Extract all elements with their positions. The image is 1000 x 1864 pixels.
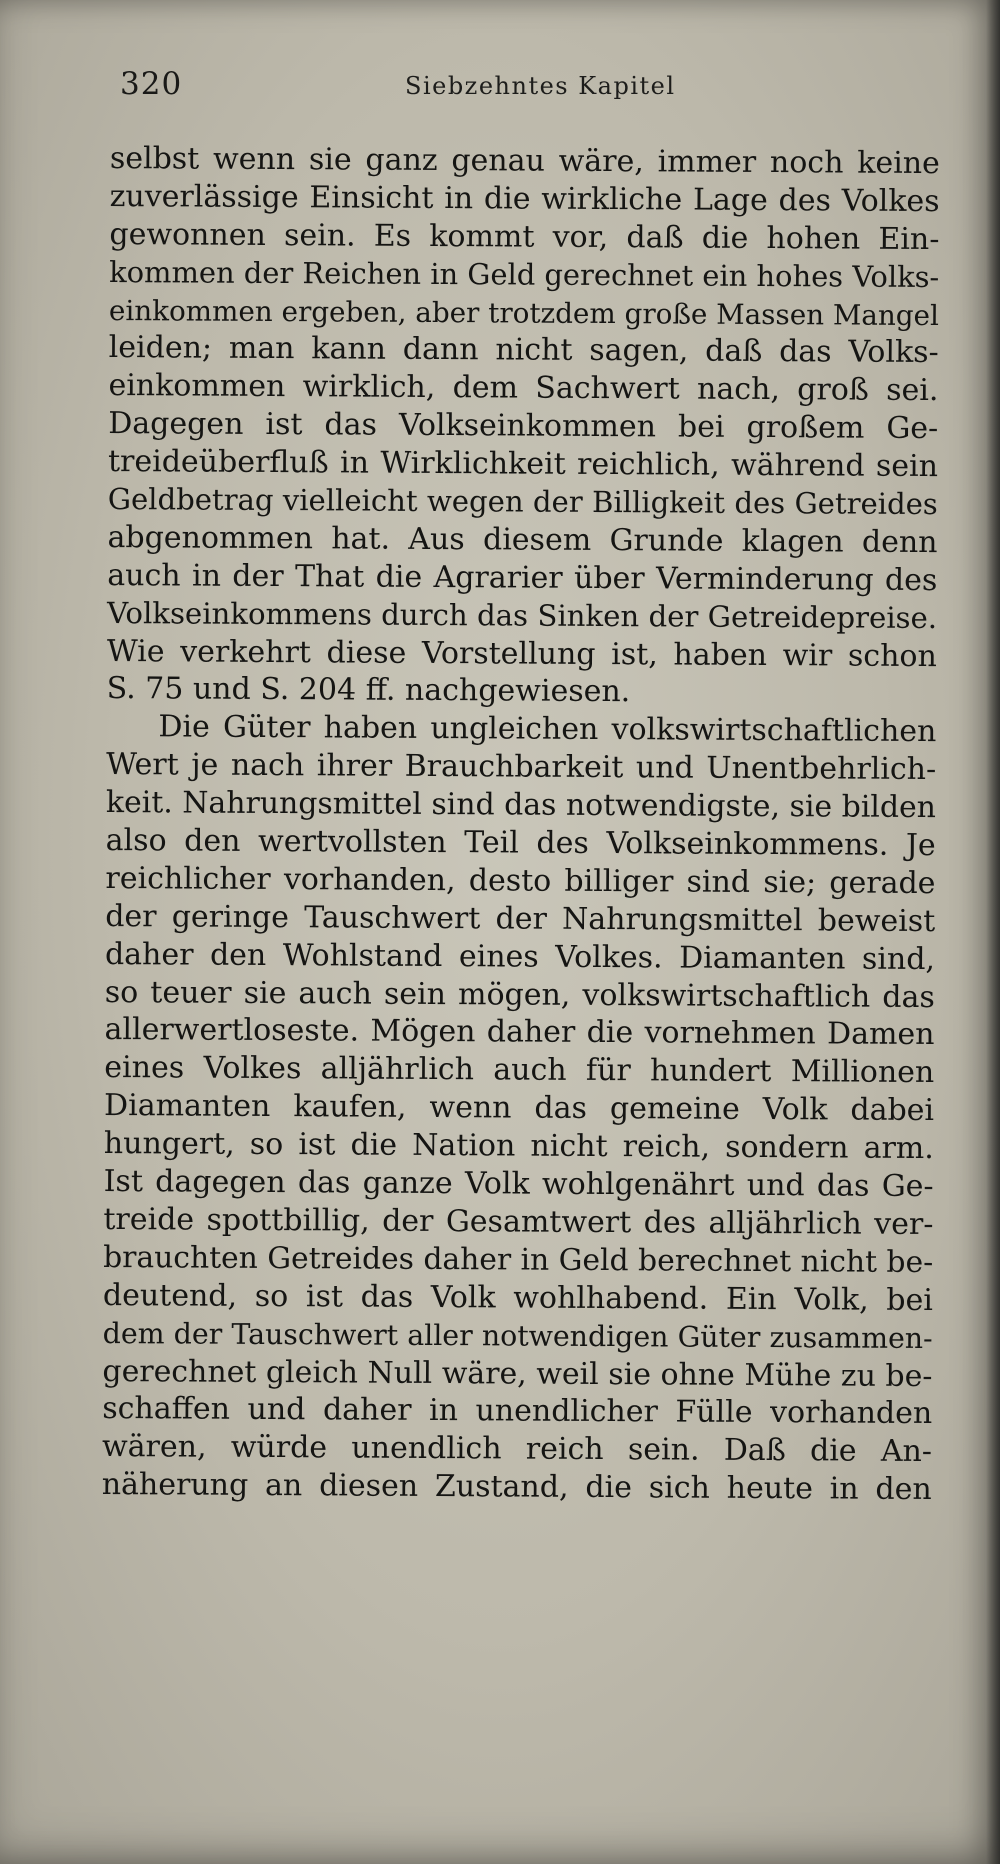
body-text [102, 140, 940, 1509]
text-line: also den wertvollsten Teil des Volkseinkommens. Je [105, 823, 936, 864]
text-line: deutend, so ist das Volk wohlhabend. Ein Volk, bei [102, 1277, 934, 1318]
text-line: Diamanten kaufen, wenn das gemeine Volk dabei [103, 1088, 935, 1129]
text-line: brauchten Getreides daher in Geld berechnet nicht be- [103, 1239, 934, 1280]
paragraph-1 [107, 140, 940, 713]
text-line: Volkseinkommens durch das Sinken der Getreidepreise. [107, 595, 938, 635]
text-line: abgenommen hat. Aus diesem Grunde klagen denn [107, 519, 938, 560]
text-line: kommen der Reichen in Geld gerechnet ein hohes Volks- [109, 254, 940, 294]
page-header [120, 66, 940, 116]
text-line: Wert je nach ihrer Brauchbarkeit und Unentbehrlich- [106, 747, 937, 788]
paragraph-2 [102, 708, 937, 1509]
text-line: schaffen und daher in unendlicher Fülle vorhanden [102, 1391, 933, 1432]
text-line: zuverlässige Einsicht in die wirkliche Lage des Volkes [109, 178, 940, 219]
text-line: eines Volkes alljährlich auch für hundert Millionen [104, 1050, 935, 1091]
text-line: gewonnen sein. Es kommt vor, daß die hohen Ein- [109, 216, 940, 257]
text-line: leiden; man kann dann nicht sagen, daß das Volks- [108, 330, 939, 371]
text-line: Geldbetrag vielleicht wegen der Billigkeit des Getreides [107, 482, 938, 522]
text-line: hungert, so ist die Nation nicht reich, sondern arm. [103, 1126, 934, 1167]
running-head: Siebzehntes Kapitel [405, 72, 676, 100]
text-line: so teuer sie auch sein mögen, volkswirtschaftlich das [104, 974, 935, 1015]
text-line: dem der Tauschwert aller notwendigen Güter zusammen- [102, 1316, 933, 1355]
text-line: Die Güter haben ungleichen volkswirtschaftlichen [158, 709, 937, 750]
text-line: daher den Wohlstand eines Volkes. Diamanten sind, [104, 936, 936, 977]
text-line: selbst wenn sie ganz genau wäre, immer noch keine [109, 140, 940, 182]
text-line: Wie verkehrt diese Vorstellung ist, haben wir schon [106, 633, 937, 674]
text-line: reichlicher vorhanden, desto billiger sind sie; gerade [105, 860, 936, 901]
text-line: Ist dagegen das ganze Volk wohlgenährt und das Ge- [103, 1164, 934, 1205]
text-line: treide spottbillig, der Gesamtwert des alljährlich ver- [103, 1201, 934, 1242]
text-line: allerwertloseste. Mögen daher die vornehmen Damen [104, 1012, 935, 1053]
text-line: keit. Nahrungsmittel sind das notwendigste, sie bilden [105, 785, 937, 826]
text-line: gerechnet gleich Null wäre, weil sie ohne Mühe zu be- [102, 1353, 933, 1394]
text-line: einkommen ergeben, aber trotzdem große Massen Mangel [108, 293, 940, 332]
text-line: auch in der That die Agrarier über Verminderung des [107, 557, 938, 598]
text-line: S. 75 und S. 204 ff. nachgewiesen. [106, 671, 631, 710]
text-line: einkommen wirklich, dem Sachwert nach, groß sei. [108, 368, 939, 409]
page-number: 320 [120, 66, 183, 102]
text-line: der geringe Tauschwert der Nahrungsmittel beweist [105, 898, 936, 939]
text-line: treideüberfluß in Wirklichkeit reichlich, während sein [107, 444, 939, 485]
text-line: wären, würde unendlich reich sein. Daß die An- [101, 1429, 933, 1470]
text-line: Dagegen ist das Volkseinkommen bei großem Ge- [108, 406, 939, 447]
text-line: näherung an diesen Zustand, die sich heute in den [101, 1467, 932, 1508]
